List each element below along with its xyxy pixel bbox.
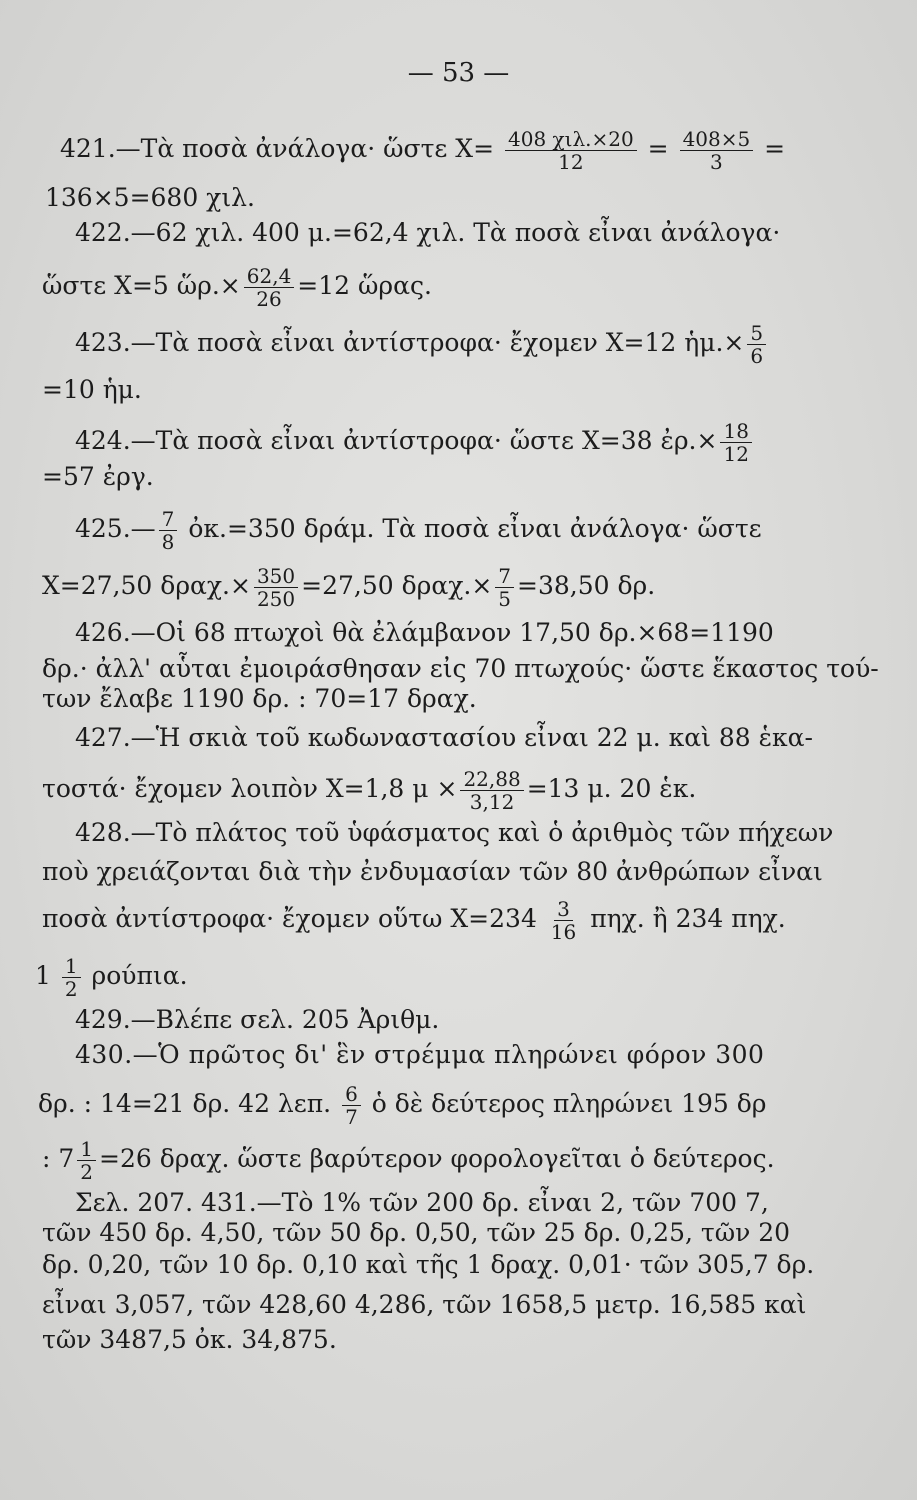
text-run: ρούπια. (83, 961, 188, 990)
text-run: 421.—Τὰ ποσὰ ἀνάλογα· ὥστε X= (60, 134, 502, 163)
text-line (75, 508, 880, 553)
fraction-numerator: 1 (62, 955, 81, 978)
text-line (42, 375, 880, 405)
text-run: ὥστε X=5 ὥρ.× (42, 271, 241, 300)
fraction (77, 1138, 96, 1183)
text-run: =38,50 δρ. (517, 571, 656, 600)
text-run: 430.—Ὁ πρῶτος δι' ἓν στρέμμα πληρώνει φόρον 300 (75, 1040, 765, 1069)
text-line (75, 618, 880, 648)
text-run: ὀκ.=350 δράμ. Τὰ ποσὰ εἶναι ἀνάλογα· ὥστε (180, 514, 762, 543)
text-run: =12 ὥρας. (297, 271, 432, 300)
text-run: 422.—62 χιλ. 400 μ.=62,4 χιλ. Τὰ ποσὰ εἶναι ἀνάλογα· (75, 218, 781, 247)
fraction (159, 508, 178, 553)
text-line (42, 1290, 880, 1320)
fraction (548, 898, 579, 943)
fraction (342, 1083, 361, 1128)
fraction (747, 322, 766, 367)
fraction (460, 768, 523, 813)
text-run: τοστά· ἔχομεν λοιπὸν X=1,8 μ × (42, 774, 458, 803)
text-line (42, 462, 880, 492)
text-line (42, 1138, 880, 1183)
fraction-numerator: 3 (554, 898, 573, 921)
text-run: X=27,50 δραχ.× (42, 571, 251, 600)
text-line (42, 898, 880, 943)
fraction (495, 565, 514, 610)
text-run: ὁ δὲ δεύτερος πληρώνει 195 δρ (363, 1089, 767, 1118)
fraction-denominator: 3,12 (469, 790, 515, 814)
fraction-numerator: 1 (77, 1138, 96, 1161)
text-run: 1 (35, 961, 59, 990)
text-run: 136×5=680 χιλ. (45, 183, 255, 212)
text-run: 424.—Τὰ ποσὰ εἶναι ἀντίστροφα· ὥστε X=38 ἐρ.× (75, 426, 718, 455)
fraction-numerator: 62,4 (244, 265, 295, 288)
text-line (42, 684, 880, 714)
text-line (75, 420, 880, 465)
text-run: δρ. 0,20, τῶν 10 δρ. 0,10 καὶ τῆς 1 δραχ. 0,01· τῶν 305,7 δρ. (42, 1250, 815, 1279)
text-run: τῶν 450 δρ. 4,50, τῶν 50 δρ. 0,50, τῶν 25 δρ. 0,25, τῶν 20 (42, 1218, 791, 1247)
fraction-denominator: 2 (80, 1160, 94, 1184)
fraction-denominator: 5 (498, 587, 511, 611)
text-run: =13 μ. 20 ἑκ. (526, 774, 697, 803)
text-line (75, 1188, 880, 1218)
fraction-numerator: 5 (747, 322, 766, 345)
fraction-denominator: 26 (256, 287, 282, 311)
text-run: =57 ἐργ. (42, 462, 154, 491)
fraction (254, 565, 298, 610)
fraction (720, 420, 751, 465)
text-run: 427.—Ἡ σκιὰ τοῦ κωδωναστασίου εἶναι 22 μ. καὶ 88 ἑκα- (75, 723, 814, 752)
text-line (42, 654, 880, 684)
text-run: 425.— (75, 514, 156, 543)
text-line (42, 1250, 880, 1280)
fraction-numerator: 7 (159, 508, 178, 531)
fraction (244, 265, 295, 310)
fraction-denominator: 7 (345, 1105, 358, 1129)
text-line (75, 322, 880, 367)
text-run: Σελ. 207. 431.—Τὸ 1% τῶν 200 δρ. εἶναι 2, τῶν 700 7, (75, 1188, 769, 1217)
text-run: : 7 (42, 1144, 75, 1173)
text-run: ποσὰ ἀντίστροφα· ἔχομεν οὕτω X=234 (42, 904, 545, 933)
text-run: =26 δραχ. ὥστε βαρύτερον φορολογεῖται ὁ δεύτερος. (99, 1144, 775, 1173)
fraction-numerator: 6 (342, 1083, 361, 1106)
text-line (42, 265, 880, 310)
fraction-numerator: 7 (495, 565, 514, 588)
text-line (60, 128, 880, 173)
text-run: 423.—Τὰ ποσὰ εἶναι ἀντίστροφα· ἔχομεν X=12 ἡμ.× (75, 328, 745, 357)
text-line (42, 857, 880, 887)
text-line (45, 183, 880, 213)
text-run: πηχ. ἢ 234 πηχ. (582, 904, 786, 933)
text-line (75, 1005, 880, 1035)
text-run: ποὺ χρειάζονται διὰ τὴν ἐνδυμασίαν τῶν 80 ἀνθρώπων εἶναι (42, 857, 823, 886)
fraction-denominator: 8 (161, 530, 175, 554)
text-run: 428.—Τὸ πλάτος τοῦ ὑφάσματος καὶ ὁ ἀριθμὸς τῶν πήχεων (75, 818, 834, 847)
fraction-numerator: 408 χιλ.×20 (505, 128, 637, 151)
fraction-numerator: 408×5 (680, 128, 754, 151)
text-line (42, 768, 880, 813)
text-run: =10 ἡμ. (42, 375, 142, 404)
fraction (680, 128, 754, 173)
fraction-denominator: 2 (64, 977, 78, 1001)
fraction-numerator: 350 (254, 565, 298, 588)
fraction-denominator: 16 (550, 920, 577, 944)
text-run: 429.—Βλέπε σελ. 205 Ἀριθμ. (75, 1005, 440, 1034)
text-run: τῶν 3487,5 ὀκ. 34,875. (42, 1325, 337, 1354)
text-line (42, 1325, 880, 1355)
text-line (35, 955, 880, 1000)
text-line (75, 218, 880, 248)
text-line (75, 818, 880, 848)
text-run: 426.—Οἱ 68 πτωχοὶ θὰ ἐλάμβανον 17,50 δρ.×68=1190 (75, 618, 774, 647)
fraction-denominator: 6 (750, 344, 764, 368)
fraction (62, 955, 81, 1000)
page-number: — 53 — (407, 58, 510, 88)
text-line (42, 565, 880, 610)
text-run: = (639, 134, 677, 163)
text-run: =27,50 δραχ.× (301, 571, 493, 600)
text-line (42, 1218, 880, 1248)
text-line (38, 1083, 880, 1128)
fraction-denominator: 12 (723, 442, 749, 466)
text-line (75, 1040, 880, 1070)
fraction-denominator: 250 (256, 587, 296, 611)
text-run: των ἔλαβε 1190 δρ. : 70=17 δραχ. (42, 684, 477, 713)
text-run: = (756, 134, 786, 163)
text-line (75, 723, 880, 753)
text-run: εἶναι 3,057, τῶν 428,60 4,286, τῶν 1658,5 μετρ. 16,585 καὶ (42, 1290, 807, 1319)
fraction (505, 128, 637, 173)
fraction-denominator: 12 (558, 150, 584, 174)
fraction-numerator: 22,88 (460, 768, 523, 791)
text-run: δρ.· ἀλλ' αὗται ἐμοιράσθησαν εἰς 70 πτωχούς· ὥστε ἕκαστος τού- (42, 654, 879, 683)
fraction-denominator: 3 (710, 150, 723, 174)
fraction-numerator: 18 (720, 420, 751, 443)
text-run: δρ. : 14=21 δρ. 42 λεπ. (38, 1089, 340, 1118)
